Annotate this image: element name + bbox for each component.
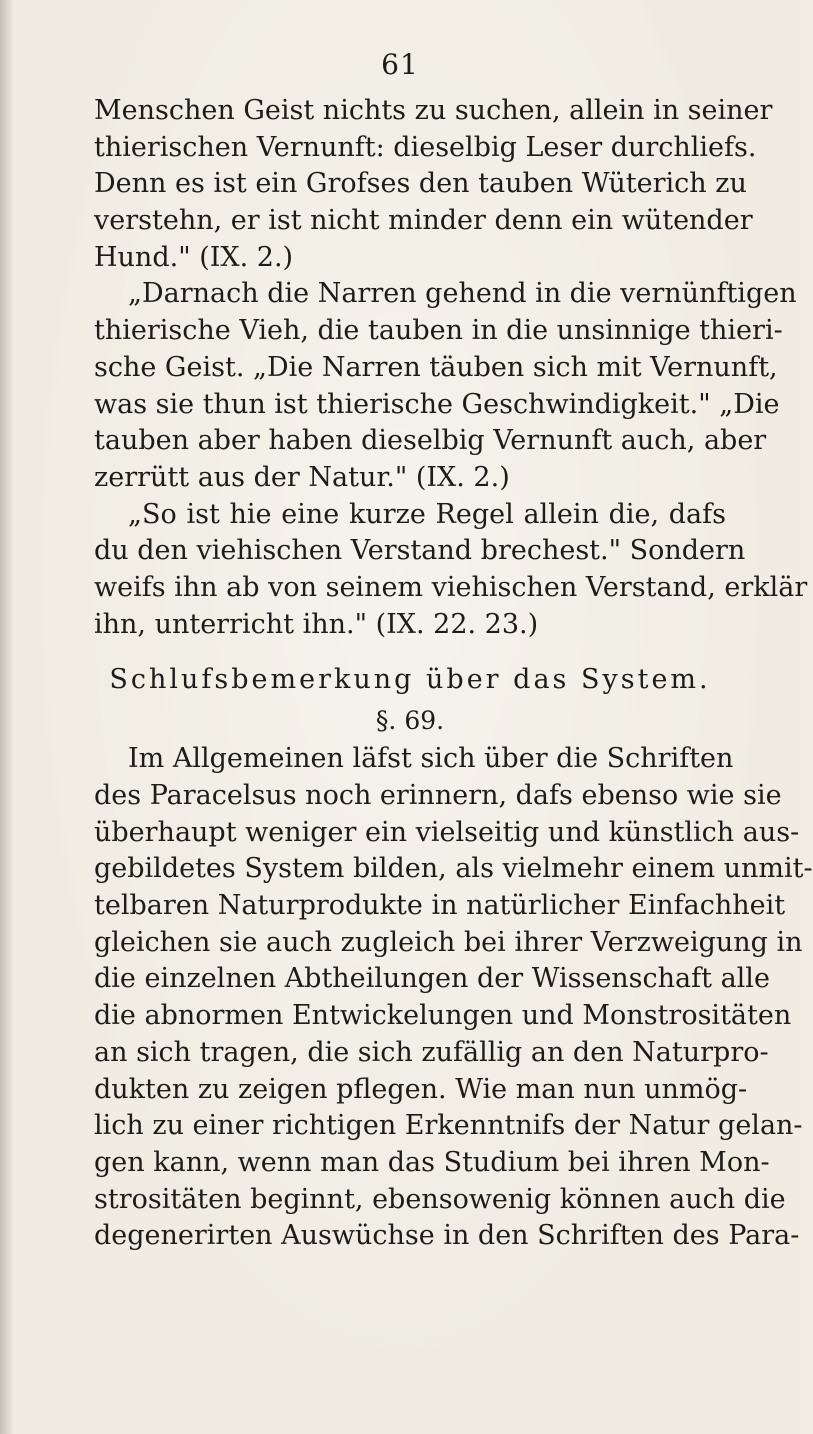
text-line: strositäten beginnt, ebensowenig können auch die (94, 1183, 786, 1215)
text-line: die abnormen Entwickelungen und Monstrositäten (94, 1000, 792, 1032)
text-line: degenerirten Auswüchse in den Schriften des Para- (94, 1220, 800, 1252)
text-line: Im Allgemeinen läfst sich über die Schriften (128, 743, 734, 775)
text-line: tauben aber haben dieselbig Vernunft auch, aber (94, 425, 767, 457)
text-line: Denn es ist ein Grofses den tauben Wüterich zu (94, 168, 747, 200)
text-line: dukten zu zeigen pflegen. Wie man nun unmög- (94, 1073, 748, 1105)
text-line: telbaren Naturprodukte in natürlicher Einfachheit (94, 890, 786, 922)
text-line: des Paracelsus noch erinnern, dafs ebenso wie sie (94, 780, 782, 811)
text-line: was sie thun ist thierische Geschwindigkeit." „Die (94, 388, 780, 420)
section-heading: Schlufsbemerkung über das System. (109, 664, 711, 696)
text-line: an sich tragen, die sich zufällig an den Naturpro- (94, 1036, 769, 1068)
page-binding-shadow (0, 0, 14, 1434)
text-line: lich zu einer richtigen Erkenntnifs der Natur gelan- (94, 1110, 803, 1142)
text-line: thierischen Vernunft: dieselbig Leser durchliefs. (94, 131, 757, 163)
text-line: „Darnach die Narren gehend in die vernünftigen (128, 278, 797, 310)
section-number: §. 69. (375, 706, 445, 736)
text-line: „So ist hie eine kurze Regel allein die, dafs (128, 498, 726, 530)
text-line: Hund." (IX. 2.) (94, 241, 294, 273)
page-number: 61 (381, 48, 419, 81)
paragraph-4 (94, 741, 813, 1255)
text-line: Menschen Geist nichts zu suchen, allein in seiner (94, 95, 773, 126)
text-line: überhaupt weniger ein vielseitig und künstlich aus- (94, 816, 800, 848)
text-line: ihn, unterricht ihn." (IX. 22. 23.) (94, 608, 539, 640)
text-line: gebildetes System bilden, als vielmehr einem unmit- (94, 853, 813, 885)
text-line: du den viehischen Verstand brechest." Sondern (94, 535, 746, 567)
text-line: gleichen sie auch zugleich bei ihrer Verzweigung in (94, 926, 803, 958)
text-line: verstehn, er ist nicht minder denn ein wütender (94, 205, 753, 237)
page-text (94, 93, 813, 1255)
paragraph-3 (94, 497, 808, 644)
paragraph-2 (94, 276, 797, 496)
text-line: sche Geist. „Die Narren täuben sich mit Vernunft, (94, 351, 778, 383)
text-line: weifs ihn ab von seinem viehischen Verstand, erklär (94, 571, 808, 603)
text-line: gen kann, wenn man das Studium bei ihren Mon- (94, 1146, 770, 1178)
text-line: die einzelnen Abtheilungen der Wissenschaft alle (94, 963, 770, 995)
paragraph-1 (94, 93, 773, 276)
text-line: zerrütt aus der Natur." (IX. 2.) (94, 461, 510, 493)
text-line: thierische Vieh, die tauben in die unsinnige thieri- (94, 315, 783, 347)
